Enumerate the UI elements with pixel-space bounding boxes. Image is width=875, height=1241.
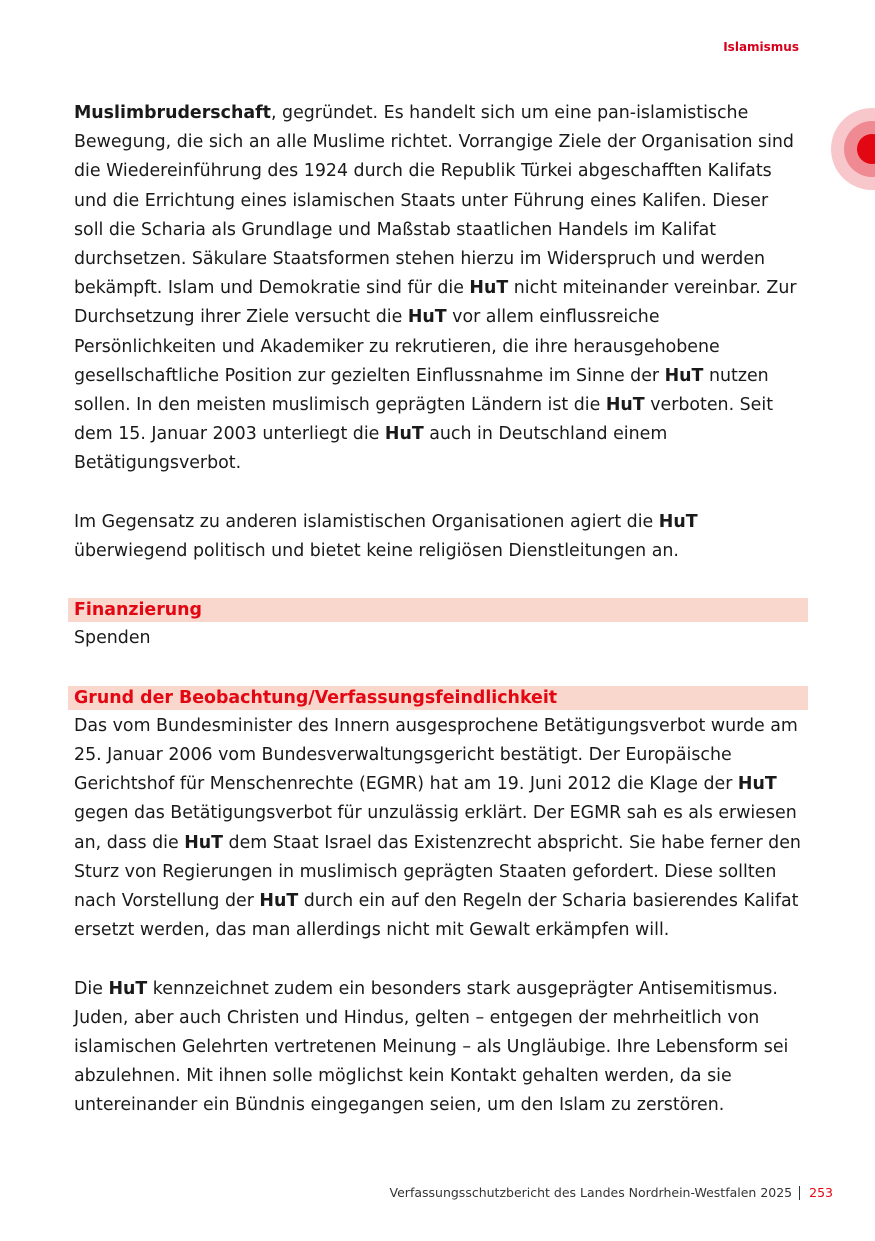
text-run: überwiegend politisch und bietet keine religiösen Dienstleitungen an. [74, 541, 679, 562]
text-run: , gegründet. Es handelt sich um eine pan-islamistische Bewegung, die sich an alle Muslime richtet. Vorrangige Ziele der Organisation sind die Wiedereinführung des 1924 durch die Republik Türkei abgeschafften Kalifats und die Errichtung eines islamischen Staats unter Führung eines Kalifen. Dieser soll die Scharia als Grundlage und Maßstab staatlichen Handels im Kalifat durchsetzen. Säkulare Staatsformen stehen hierzu im Widerspruch und werden bekämpft. Islam und Demokratie sind für die [74, 103, 794, 299]
heading-financing: Finanzierung [68, 598, 808, 622]
text-run: nutzen sollen. In den meisten muslimisch geprägten Ländern ist die [74, 365, 769, 416]
text-run: auch in Deutschland einem Betätigungsverbot. [74, 424, 668, 474]
main-content [74, 99, 802, 1121]
bold-term: HuT [108, 978, 148, 999]
bold-term: Muslimbruderschaft [74, 103, 271, 123]
footer-divider [799, 1186, 800, 1200]
bold-term: HuT [737, 774, 777, 795]
publication-title: Verfassungsschutzbericht des Landes Nordrhein-Westfalen 2025 [389, 1185, 793, 1200]
financing-text: Spenden [74, 628, 151, 649]
heading-reason: Grund der Beobachtung/Verfassungsfeindlichkeit [68, 686, 808, 710]
page-footer [390, 1185, 833, 1200]
bold-term: HuT [605, 395, 645, 416]
chapter-header: Islamismus [723, 40, 799, 54]
paragraph-political [74, 508, 802, 566]
paragraph-ban [74, 712, 802, 946]
text-run: kennzeichnet zudem ein besonders stark ausgeprägter Antisemitismus. Juden, aber auch Christen und Hindus, gelten – entgegen der mehrheitlich von islamischen Gelehrten vertretenen Meinung – als Ungläubige. Ihre Lebensform sei abzulehnen. Mit ihnen solle möglichst kein Kontakt gehalten werden, da sie untereinander ein Bündnis eingegangen seien, um den Islam zu zerstören. [74, 978, 789, 1116]
bold-term: HuT [469, 278, 509, 299]
text-run: verboten. Seit dem 15. Januar 2003 unterliegt die [74, 395, 774, 445]
text-run: Die [74, 978, 109, 999]
bold-term: HuT [384, 424, 424, 445]
text-run: dem Staat Israel das Existenzrecht abspricht. Sie habe ferner den Sturz von Regierungen in muslimisch geprägten Staaten gefordert. Diese sollten nach Vorstellung der [74, 832, 801, 912]
page-marker-icon [831, 108, 875, 190]
paragraph-intro [74, 99, 802, 479]
text-run: vor allem einflussreiche Persönlichkeiten und Akademiker zu rekrutieren, die ihre herausgehobene gesellschaftliche Position zur gezielten Einflussnahme im Sinne der [74, 307, 720, 386]
bold-term: HuT [259, 891, 299, 912]
bold-term: HuT [407, 307, 447, 328]
paragraph-gap [74, 654, 802, 683]
text-run: Das vom Bundesminister des Innern ausgesprochene Betätigungsverbot wurde am 25. Januar 2006 vom Bundesverwaltungsgericht bestätigt. Der Europäische Gerichtshof für Menschenrechte (EGMR) hat am 19. Juni 2012 die Klage der [74, 715, 798, 795]
text-run: nicht miteinander vereinbar. Zur Durchsetzung ihrer Ziele versucht die [74, 278, 797, 328]
bold-term: HuT [658, 511, 698, 532]
paragraph-antisemitism [74, 975, 802, 1121]
text-run: Im Gegensatz zu anderen islamistischen Organisationen agiert die [74, 511, 659, 532]
paragraph-gap [74, 479, 802, 508]
paragraph-gap [74, 566, 802, 595]
text-run: gegen das Betätigungsverbot für unzulässig erklärt. Der EGMR sah es als erwiesen an, dass die [74, 803, 797, 853]
text-run: durch ein auf den Regeln der Scharia basierendes Kalifat ersetzt werden, das man allerdings nicht mit Gewalt erkämpfen will. [74, 891, 799, 941]
paragraph-gap [74, 945, 802, 974]
bold-term: HuT [184, 832, 223, 853]
bold-term: HuT [664, 365, 704, 386]
page-number: 253 [809, 1185, 833, 1200]
